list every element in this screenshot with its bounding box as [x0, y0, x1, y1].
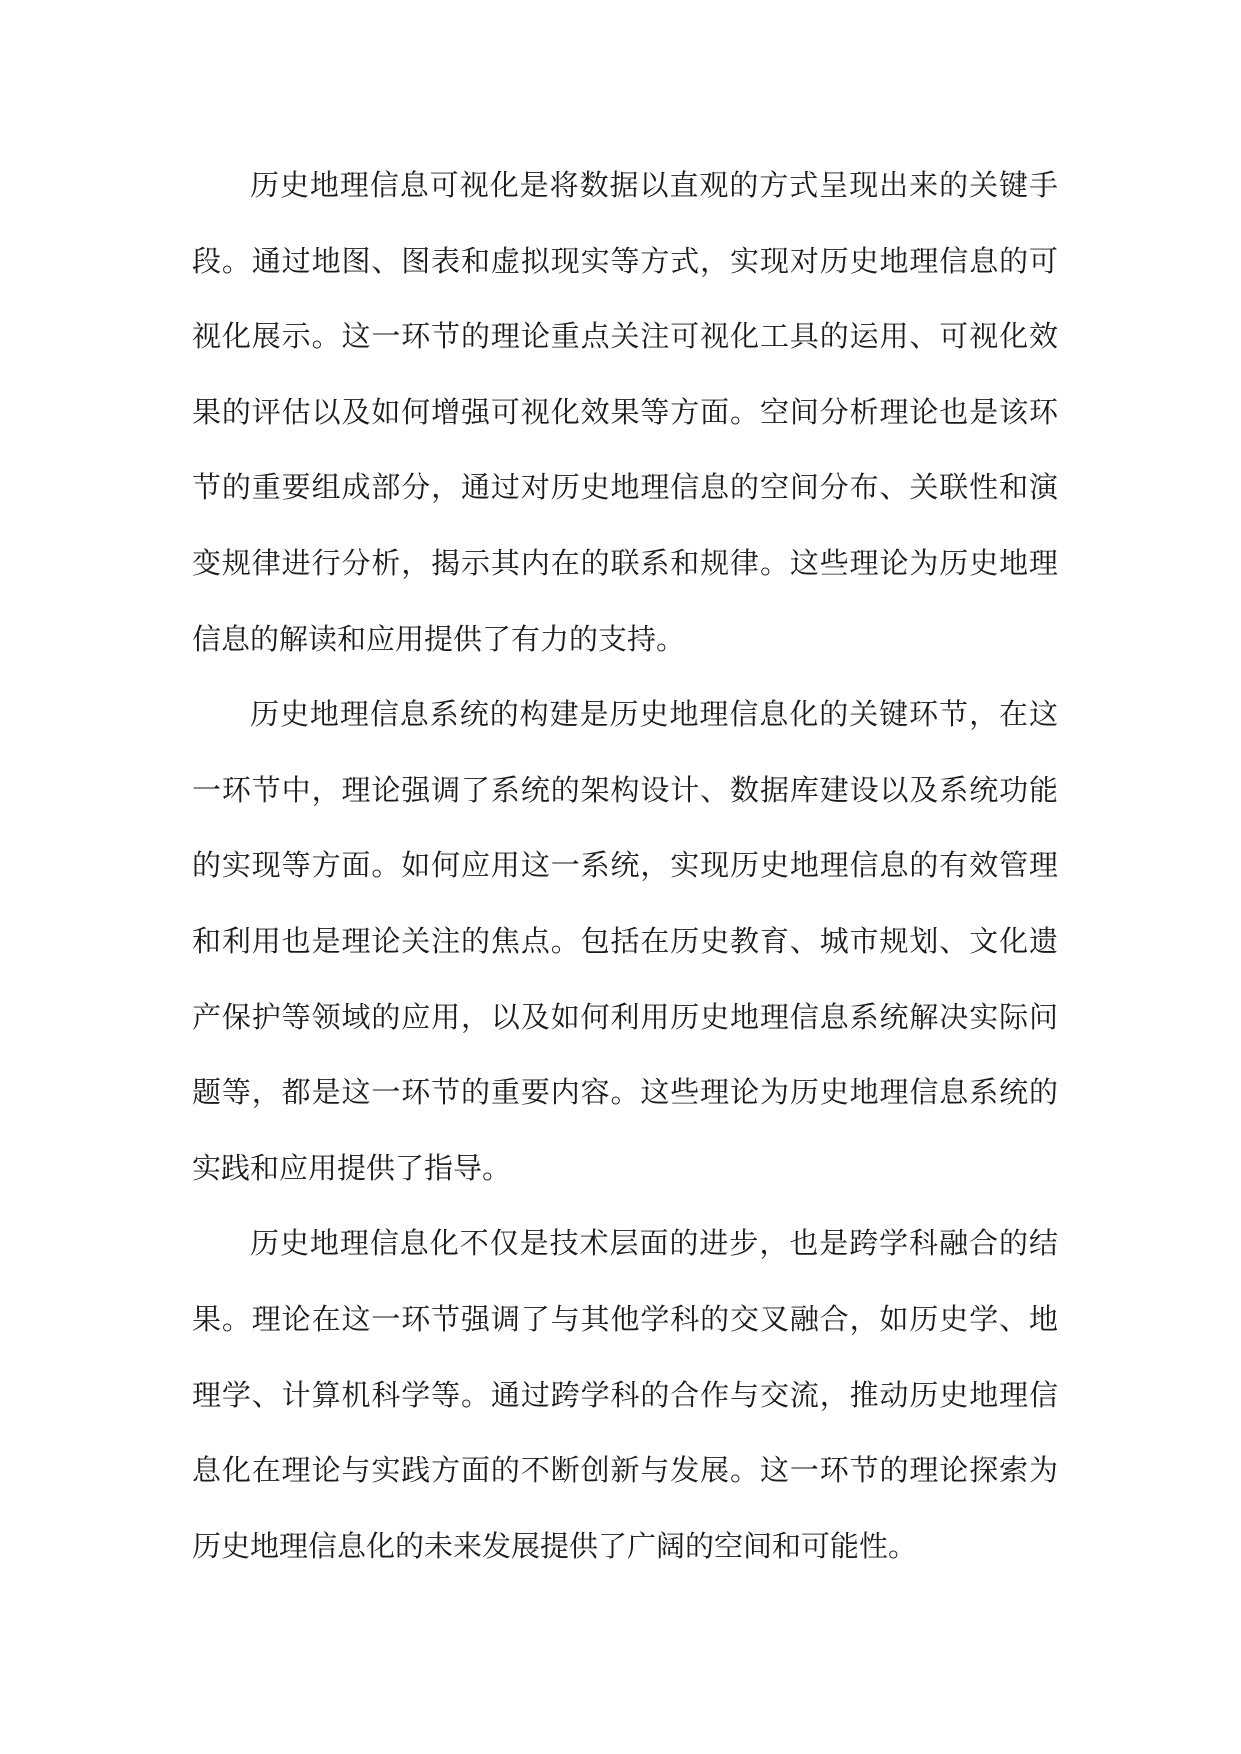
body-text — [192, 148, 1058, 1584]
paragraph-visualization: 历史地理信息可视化是将数据以直观的方式呈现出来的关键手段。通过地图、图表和虚拟现实等方式，实现对历史地理信息的可视化展示。这一环节的理论重点关注可视化工具的运用、可视化效果的评估以及如何增强可视化效果等方面。空间分析理论也是该环节的重要组成部分，通过对历史地理信息的空间分布、关联性和演变规律进行分析，揭示其内在的联系和规律。这些理论为历史地理信息的解读和应用提供了有力的支持。 — [192, 168, 1058, 656]
paragraph-interdisciplinary: 历史地理信息化不仅是技术层面的进步，也是跨学科融合的结果。理论在这一环节强调了与其他学科的交叉融合，如历史学、地理学、计算机科学等。通过跨学科的合作与交流，推动历史地理信息化在理论与实践方面的不断创新与发展。这一环节的理论探索为历史地理信息化的未来发展提供了广阔的空间和可能性。 — [192, 1226, 1058, 1563]
paragraph-system-construction: 历史地理信息系统的构建是历史地理信息化的关键环节，在这一环节中，理论强调了系统的架构设计、数据库建设以及系统功能的实现等方面。如何应用这一系统，实现历史地理信息的有效管理和利用也是理论关注的焦点。包括在历史教育、城市规划、文化遗产保护等领域的应用，以及如何利用历史地理信息系统解决实际问题等，都是这一环节的重要内容。这些理论为历史地理信息系统的实践和应用提供了指导。 — [192, 697, 1058, 1185]
